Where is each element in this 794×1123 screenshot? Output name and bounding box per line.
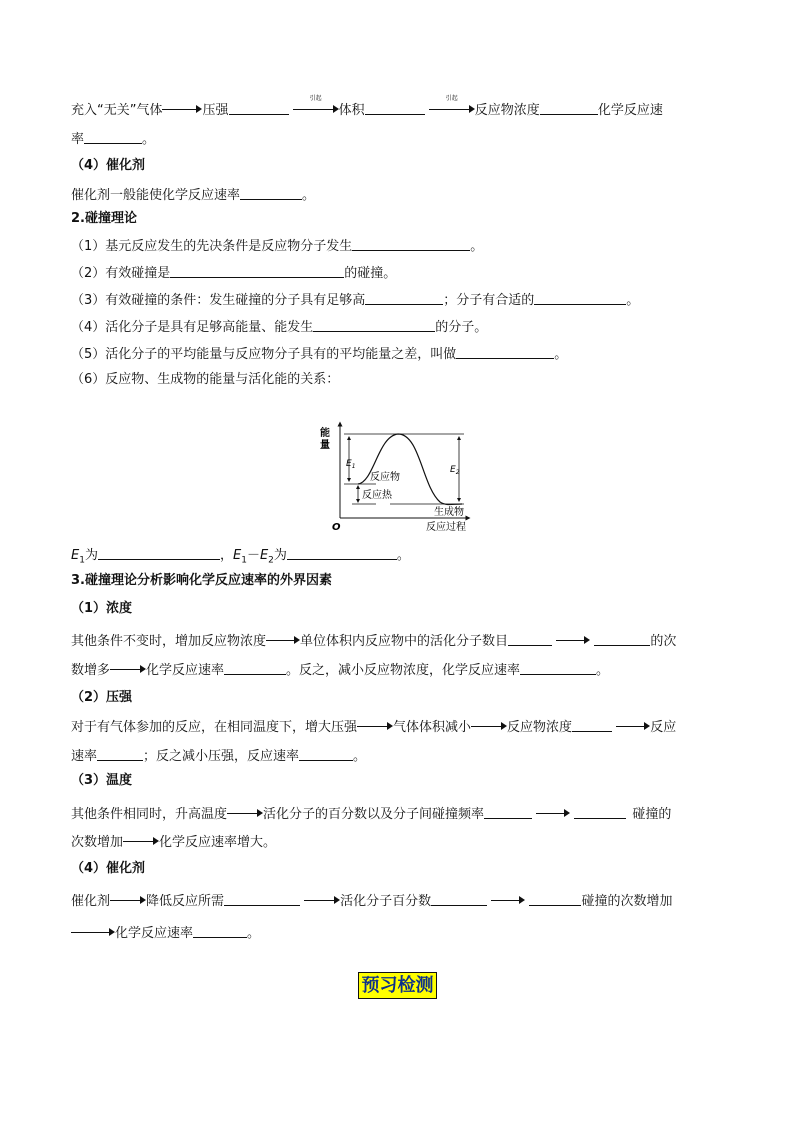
blank[interactable]: [484, 805, 532, 819]
blank[interactable]: [574, 805, 626, 819]
energy-diagram: [316, 418, 476, 536]
collision-item-2: （2）有效碰撞是 的碰撞。: [71, 266, 397, 281]
blank[interactable]: [534, 291, 626, 305]
blank[interactable]: [240, 186, 302, 200]
conc-heading: （1）浓度: [71, 601, 133, 616]
temp-heading: （3）温度: [71, 773, 133, 788]
blank[interactable]: [540, 101, 598, 115]
collision-item-6: （6）反应物、生成物的能量与活化能的关系：: [71, 372, 340, 387]
blank[interactable]: [594, 632, 650, 646]
blank[interactable]: [224, 892, 300, 906]
arrow: [357, 719, 393, 732]
blank[interactable]: [508, 632, 552, 646]
gas-line-1: 充入“无关”气体 压强 引起 体积 引起 反应物浓度 化学反应速: [71, 95, 663, 118]
cat-line-1: 催化剂 降低反应所需 活化分子百分数 碰撞的次数增加: [71, 894, 673, 909]
collision-item-5: （5）活化分子的平均能量与反应物分子具有的平均能量之差，叫做 。: [71, 347, 568, 362]
blank[interactable]: [287, 546, 397, 560]
y-label-2: 量: [320, 440, 330, 451]
arrow: [110, 662, 146, 675]
arrow: [304, 893, 340, 906]
product-label: 生成物: [434, 507, 464, 518]
cat-line-2: 化学反应速率 。: [71, 924, 260, 942]
temp-line-2: 次数增加 化学反应速率增大。: [71, 835, 277, 850]
blank[interactable]: [352, 237, 470, 251]
section3-heading: 3.碰撞理论分析影响化学反应速率的外界因素: [71, 573, 332, 588]
blank[interactable]: [365, 101, 425, 115]
blank[interactable]: [431, 892, 487, 906]
e-line: $E_1$为 ，$E_1-E_2$为 。: [71, 548, 410, 566]
blank[interactable]: [456, 345, 554, 359]
arrow: [227, 806, 263, 819]
blank[interactable]: [365, 291, 443, 305]
blank[interactable]: [193, 924, 247, 938]
arrow: [266, 633, 300, 646]
reactant-label: 反应物: [370, 472, 400, 483]
blank[interactable]: [520, 661, 596, 675]
blank[interactable]: [229, 101, 289, 115]
blank[interactable]: [84, 130, 142, 144]
y-label-1: 能: [320, 428, 330, 439]
cat-heading: （4）催化剂: [71, 861, 146, 876]
arrow: [491, 893, 525, 906]
e2-label: $E_2$: [450, 465, 460, 476]
arrow: [162, 102, 202, 115]
collision-item-3: （3）有效碰撞的条件：发生碰撞的分子具有足够高 ；分子有合适的 。: [71, 293, 640, 308]
blank[interactable]: [98, 546, 220, 560]
gas-line-2: 率 。: [71, 132, 156, 147]
blank[interactable]: [224, 661, 286, 675]
arrow: [616, 719, 650, 732]
arrow: [471, 719, 507, 732]
arrow: [556, 633, 590, 646]
blank[interactable]: [313, 318, 435, 332]
press-heading: （2）压强: [71, 690, 133, 705]
conc-line-2: 数增多 化学反应速率 。反之，减小反应物浓度，化学反应速率 。: [71, 663, 610, 678]
temp-line-1: 其他条件相同时，升高温度 活化分子的百分数以及分子间碰撞频率 碰撞的: [71, 807, 672, 822]
x-label: 反应过程: [426, 522, 466, 533]
arrow-labeled: 引起: [429, 102, 475, 115]
blank[interactable]: [170, 264, 344, 278]
catalyst-heading: （4）催化剂: [71, 158, 146, 173]
blank[interactable]: [299, 747, 353, 761]
preview-title: 预习检测: [358, 972, 437, 999]
heat-label: 反应热: [362, 490, 392, 501]
conc-line-1: 其他条件不变时，增加反应物浓度 单位体积内反应物中的活化分子数目 的次: [71, 634, 677, 649]
origin-label: O: [332, 522, 341, 533]
arrow: [71, 925, 115, 938]
arrow-labeled: 引起: [293, 102, 339, 115]
e1-label: $E_1$: [346, 459, 356, 470]
collision-heading: 2.碰撞理论: [71, 211, 137, 226]
press-line-1: 对于有气体参加的反应，在相同温度下，增大压强 气体体积减小 反应物浓度 反应: [71, 720, 677, 735]
arrow: [110, 893, 146, 906]
blank[interactable]: [97, 747, 143, 761]
collision-item-1: （1）基元反应发生的先决条件是反应物分子发生 。: [71, 239, 484, 254]
press-line-2: 速率 ；反之减小压强，反应速率 。: [71, 749, 367, 764]
arrow: [123, 834, 159, 847]
collision-item-4: （4）活化分子是具有足够高能量、能发生 的分子。: [71, 320, 488, 335]
blank[interactable]: [529, 892, 581, 906]
blank[interactable]: [572, 718, 612, 732]
arrow: [536, 806, 570, 819]
catalyst-line: 催化剂一般能使化学反应速率 。: [71, 188, 316, 203]
